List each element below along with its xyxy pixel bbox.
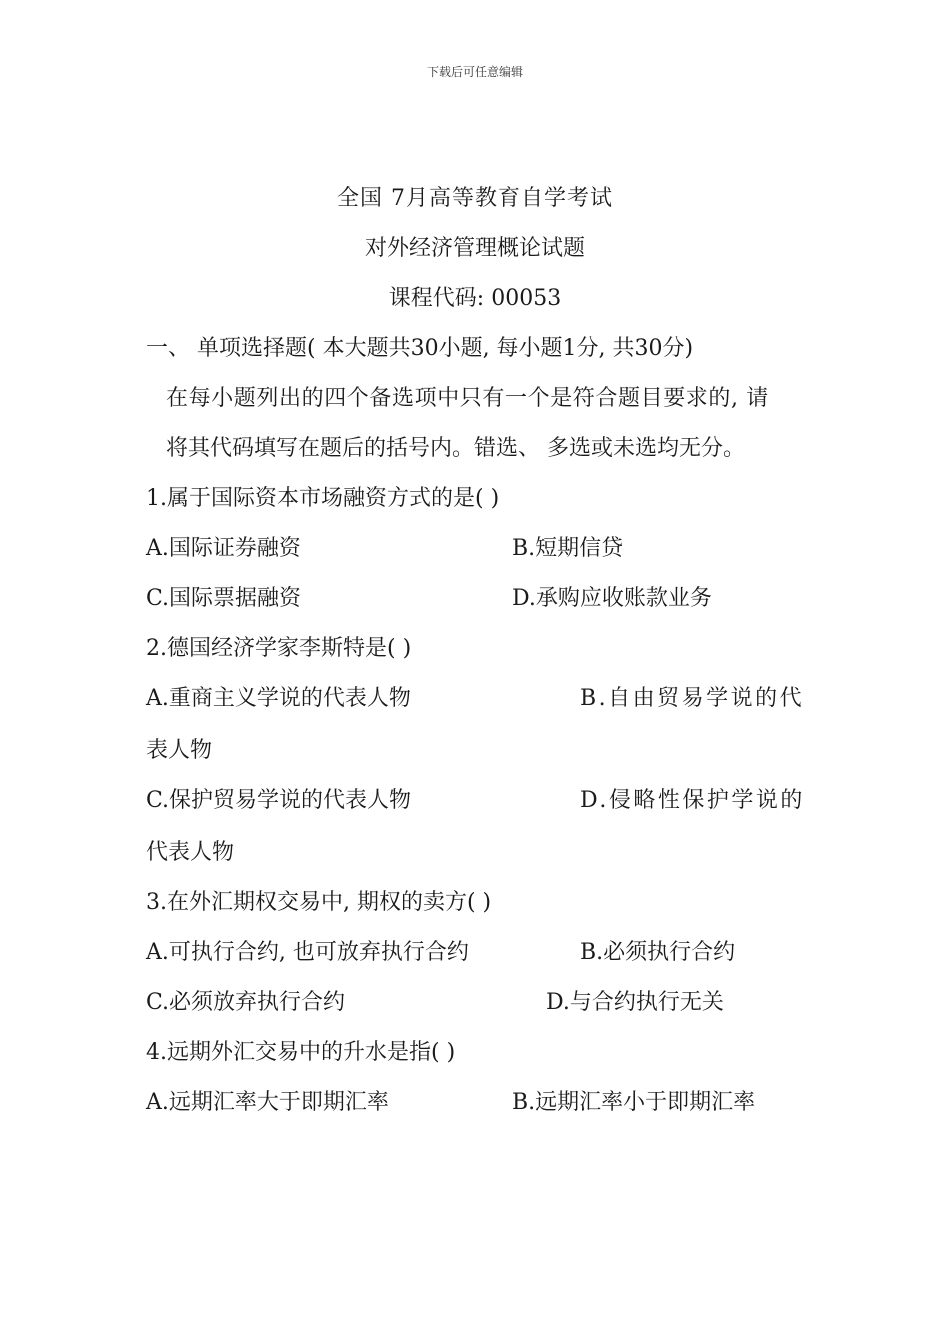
question-1-option-b: B.短期信贷 <box>512 536 624 561</box>
question-1-option-d: D.承购应收账款业务 <box>512 586 712 611</box>
question-3-stem: 3.在外汇期权交易中, 期权的卖方( ) <box>146 890 492 915</box>
question-2-option-c: C.保护贸易学说的代表人物 <box>146 788 412 813</box>
question-1-option-c: C.国际票据融资 <box>146 586 302 611</box>
question-2-option-a: A.重商主义学说的代表人物 <box>146 686 411 711</box>
question-4-option-a: A.远期汇率大于即期汇率 <box>146 1090 389 1115</box>
header-note: 下载后可任意编辑 <box>426 65 523 79</box>
section-instruction-line-2: 将其代码填写在题后的括号内。错选、 多选或未选均无分。 <box>166 436 745 461</box>
exam-subject: 对外经济管理概论试题 <box>364 236 585 261</box>
course-code: 课程代码: 00053 <box>388 286 562 311</box>
exam-title: 全国 7月高等教育自学考试 <box>337 186 613 211</box>
question-2-stem: 2.德国经济学家李斯特是( ) <box>146 636 412 661</box>
question-1-option-a: A.国际证券融资 <box>146 536 301 561</box>
question-4-stem: 4.远期外汇交易中的升水是指( ) <box>146 1040 456 1065</box>
question-3-option-b: B.必须执行合约 <box>580 940 736 965</box>
question-1-stem: 1.属于国际资本市场融资方式的是( ) <box>146 486 500 511</box>
question-3-option-c: C.必须放弃执行合约 <box>146 990 346 1015</box>
section-heading: 一、 单项选择题( 本大题共30小题, 每小题1分, 共30分) <box>146 336 694 361</box>
question-2-option-d-wrap: 代表人物 <box>146 840 235 865</box>
question-2-option-d: D.侵略性保护学说的 <box>580 788 805 813</box>
question-3-option-d: D.与合约执行无关 <box>546 990 724 1015</box>
question-4-option-b: B.远期汇率小于即期汇率 <box>512 1090 756 1115</box>
section-instruction-line-1: 在每小题列出的四个备选项中只有一个是符合题目要求的, 请 <box>166 386 769 411</box>
question-2-option-b-wrap: 表人物 <box>146 738 213 763</box>
question-3-option-a: A.可执行合约, 也可放弃执行合约 <box>146 940 469 965</box>
question-2-option-b: B.自由贸易学说的代 <box>580 686 805 711</box>
